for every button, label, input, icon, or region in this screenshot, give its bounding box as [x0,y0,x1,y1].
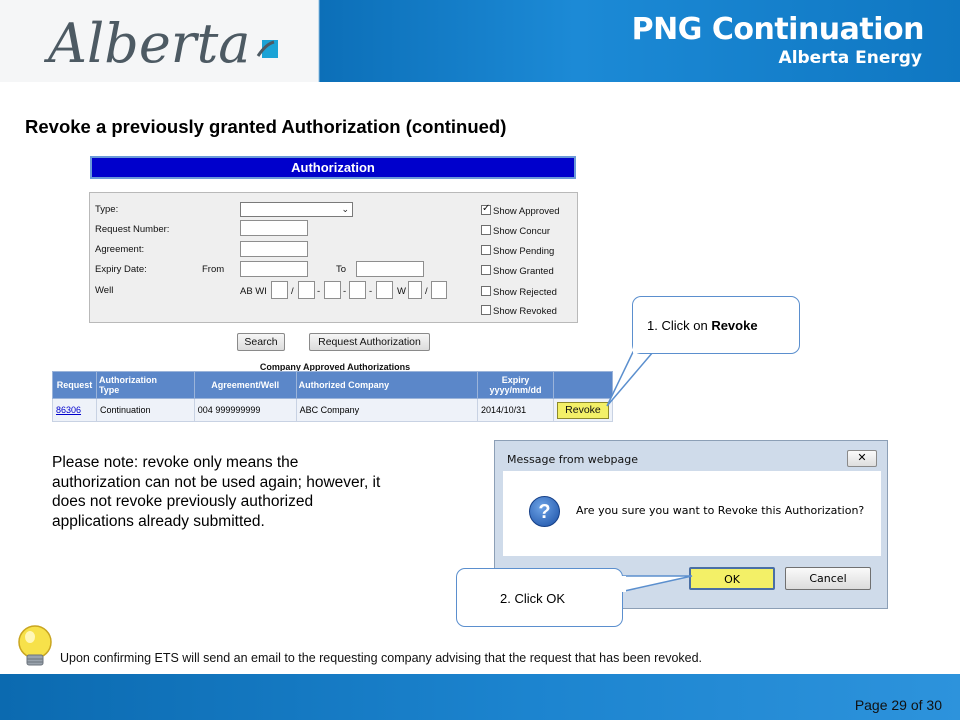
question-icon: ? [529,496,560,527]
column-header-expiry: Expiry yyyy/mm/dd [478,372,554,399]
revoke-button[interactable]: Revoke [557,402,609,419]
checkbox-label: Show Approved [493,206,560,217]
cancel-button[interactable]: Cancel [785,567,871,590]
to-label: To [336,264,347,275]
expiry-to-input[interactable] [356,261,424,277]
callout-click-ok [456,568,623,627]
well-lsd-input[interactable] [271,281,288,299]
tip-text: Upon confirming ETS will send an email to the requesting company advising that the request that has been revoked. [60,651,703,665]
well-range-input[interactable] [349,281,366,299]
agreement-label: Agreement: [95,244,145,255]
logo-text: Alberta [48,12,251,75]
well-label: Well [95,285,114,296]
checkbox-show-approved[interactable] [481,205,491,215]
cell-expiry: 2014/10/31 [478,399,554,422]
dialog-message: Are you sure you want to Revoke this Authorization? [576,504,865,517]
page-number: Page 29 of 30 [854,697,942,713]
checkbox-show-concur[interactable] [481,225,491,235]
checkbox-label: Show Rejected [493,287,557,298]
request-number-label: Request Number: [95,224,170,235]
from-label: From [202,264,225,275]
checkbox-show-granted[interactable] [481,265,491,275]
request-link[interactable]: 86306 [56,405,82,415]
well-township-input[interactable] [324,281,341,299]
results-caption: Company Approved Authorizations [259,362,411,372]
checkbox-label: Show Pending [493,246,555,257]
well-separator: - [317,286,321,297]
cell-company: ABC Company [296,399,477,422]
checkbox-show-rejected[interactable] [481,286,491,296]
well-separator: W [397,286,406,297]
checkbox-show-revoked[interactable] [481,305,491,315]
cell-type: Continuation [96,399,194,422]
request-number-input[interactable] [240,220,308,236]
expiry-date-label: Expiry Date: [95,264,147,275]
table-header-row [53,372,613,399]
cell-action [553,399,612,422]
revoke-note [52,453,456,531]
column-header-company: Authorized Company [296,372,477,399]
well-separator: - [343,286,347,297]
note-line: authorization can not be used again; however, it [52,473,381,491]
close-icon[interactable]: ✕ [847,450,877,467]
slide-title: Revoke a previously granted Authorization (continued) [25,116,507,137]
header-subtitle: Alberta Energy [778,48,922,68]
note-line: Please note: revoke only means the [52,454,299,471]
lightbulb-icon [14,624,56,672]
logo-area [0,0,318,82]
type-label: Type: [95,204,119,215]
expiry-from-input[interactable] [240,261,308,277]
authorization-header: Authorization [90,156,576,179]
checkbox-label: Show Concur [493,226,551,237]
column-header-action [553,372,612,399]
checkbox-show-pending[interactable] [481,245,491,255]
agreement-input[interactable] [240,241,308,257]
well-section-input[interactable] [298,281,315,299]
header-title: PNG Continuation [631,12,924,47]
well-separator: / [425,286,428,297]
table-row [53,399,613,422]
callout-text: 1. Click on Revoke [647,318,758,333]
callout-text: 2. Click OK [500,591,566,606]
well-meridian-input[interactable] [376,281,393,299]
cell-agreement: 004 999999999 [194,399,296,422]
well-w-input[interactable] [408,281,422,299]
callout-pointer-mask [618,576,628,596]
column-header-agreement: Agreement/Well [194,372,296,399]
search-button[interactable]: Search [237,333,285,351]
column-header-auth-type: Authorization Type [96,372,194,399]
callout-pointer-mask [630,337,660,357]
dialog-title: Message from webpage [507,453,639,466]
request-authorization-button[interactable]: Request Authorization [309,333,430,351]
checkbox-label: Show Revoked [493,306,557,317]
dialog-body [503,471,881,556]
chevron-down-icon: ⌄ [341,204,349,214]
checkbox-label: Show Granted [493,266,554,277]
ok-button[interactable]: OK [689,567,775,590]
column-header-request: Request [53,372,97,399]
results-table [52,371,613,422]
cell-request [53,399,97,422]
footer-band [0,674,960,720]
alberta-logo [44,4,284,76]
well-prefix: AB WI [240,286,267,297]
type-select[interactable] [240,202,353,217]
note-line: applications already submitted. [52,512,265,530]
well-event-input[interactable] [431,281,447,299]
search-form-panel [89,192,578,323]
well-separator: / [291,286,294,297]
well-separator: - [369,286,373,297]
note-line: does not revoke previously authorized [52,493,314,510]
